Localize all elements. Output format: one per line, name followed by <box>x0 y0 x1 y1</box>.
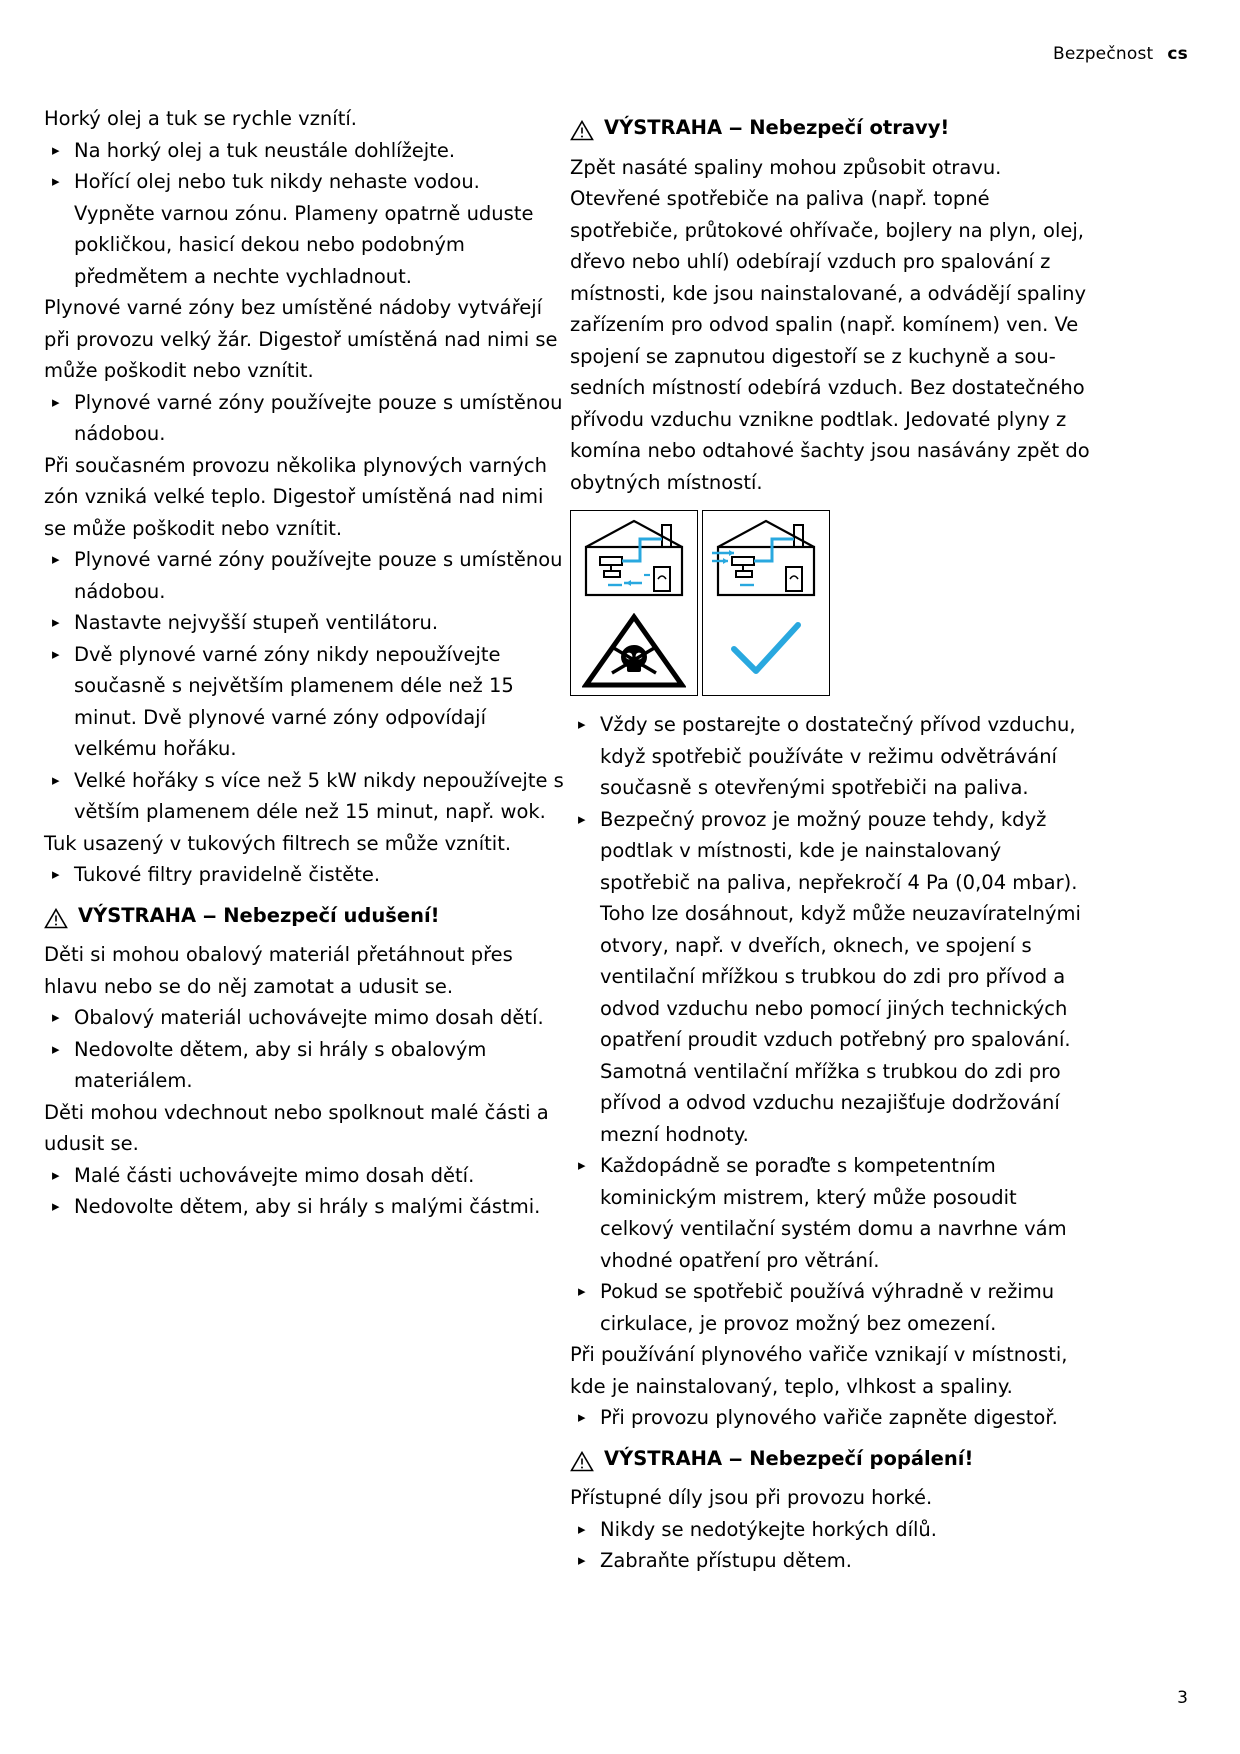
list-item <box>44 387 564 450</box>
bullet-icon: ▸ <box>52 550 60 568</box>
bullet-list <box>44 1191 564 1223</box>
list-item-text: Malé části uchovávejte mimo dosah dětí. <box>74 1163 475 1187</box>
warning-heading-text: VÝSTRAHA ‒ Nebezpečí otravy! <box>604 116 950 139</box>
paragraph: Horký olej a tuk se rychle vznítí. <box>44 107 357 130</box>
figure-panel-exhaust-danger <box>570 510 698 696</box>
bullet-icon: ▸ <box>578 715 586 733</box>
paragraph: Zpět nasáté spaliny mohou způsobit otravu. Otevřené spotřebiče na paliva (např. topné spotřebiče, průtokové ohřívače, bojlery na plyn, olej, dřevo nebo uhlí) odebírají vzduch pro spalování z místnosti, kde jsou nainstalované, a odvádějí spaliny zařízením pro odvod spalin (např. komínem) ven. Ve spojení se zapnutou digestoří se z kuchyně a sousedních místností odebírá vzduch. Bez dostatečného přívodu vzduchu vznikne podtlak. Jedovaté plyny z komína nebo odtahové šachty jsou nasávány zpět do obytných místností. <box>570 155 1090 494</box>
bullet-list <box>570 1545 1090 1577</box>
bullet-icon: ▸ <box>52 140 60 159</box>
figure-panel-left-scene <box>571 511 697 607</box>
list-item <box>44 639 564 765</box>
list-item <box>44 765 564 828</box>
list-item-text: Nikdy se nedotýkejte horkých dílů. <box>600 1517 937 1541</box>
bullet-icon: ▸ <box>52 770 60 789</box>
house-cross-section-with-air-inlet-icon <box>710 517 822 601</box>
bullet-icon: ▸ <box>52 392 60 411</box>
bullet-icon: ▸ <box>578 1551 586 1569</box>
page-number: 3 <box>1177 1688 1188 1708</box>
bullet-icon: ▸ <box>52 865 60 883</box>
bullet-icon: ▸ <box>578 1156 586 1174</box>
bullet-icon: ▸ <box>52 172 60 190</box>
bullet-list <box>44 1160 564 1192</box>
list-item <box>570 1545 1090 1577</box>
page-header <box>1053 44 1188 64</box>
bullet-icon: ▸ <box>578 809 586 828</box>
bullet-icon: ▸ <box>52 1165 60 1184</box>
list-item-text: Velké hořáky s více než 5 kW nikdy nepoužívejte s větším plamenem déle než 15 minut, např. wok. <box>74 768 564 823</box>
list-item <box>570 804 1090 1151</box>
bullet-list <box>44 639 564 765</box>
warning-triangle-icon <box>44 907 68 939</box>
right-text-column <box>570 103 1090 1577</box>
warning-heading <box>570 114 1090 151</box>
bullet-list <box>44 859 564 891</box>
list-item <box>570 709 1090 804</box>
poison-danger-illustration <box>570 510 1090 696</box>
bullet-list <box>44 765 564 828</box>
toxic-skull-warning-icon <box>582 613 686 689</box>
list-item <box>44 859 564 891</box>
figure-panel-right-scene <box>703 511 829 607</box>
list-item <box>44 607 564 639</box>
list-item <box>570 1150 1090 1276</box>
warning-heading-text: VÝSTRAHA ‒ Nebezpečí popálení! <box>604 1446 974 1470</box>
bullet-icon: ▸ <box>52 1197 60 1215</box>
list-item-text: Zabraňte přístupu dětem. <box>600 1549 852 1572</box>
warning-triangle-icon <box>570 120 594 141</box>
bullet-icon: ▸ <box>52 1039 60 1058</box>
figure-panel-left-symbol <box>571 607 697 695</box>
warning-triangle-icon <box>570 1451 594 1472</box>
figure-panel-air-supply-ok <box>702 510 830 696</box>
bullet-icon: ▸ <box>578 1519 586 1538</box>
list-item-text: Každopádně se poraďte s kompetentním kominickým mistrem, který může posoudit celkový ventilační systém domu a navrhne vám vhodné opatření pro větrání. <box>600 1154 1067 1272</box>
list-item <box>44 135 564 167</box>
left-text-column <box>44 103 564 1223</box>
figure-panel-right-symbol <box>703 607 829 695</box>
bullet-list <box>570 1150 1090 1276</box>
bullet-list <box>570 1402 1090 1434</box>
list-item-text: Plynové varné zóny používejte pouze s umístěnou nádobou. <box>74 548 563 603</box>
bullet-list <box>44 166 564 292</box>
list-item-text: Pokud se spotřebič používá výhradně v režimu cirkulace, je provoz možný bez omezení. <box>600 1280 1055 1335</box>
bullet-list <box>570 1514 1090 1546</box>
paragraph: Děti si mohou obalový materiál přetáhnout přes hlavu nebo se do něj zamotat a udusit se. <box>44 943 513 998</box>
list-item-text: Bezpečný provoz je možný pouze tehdy, když podtlak v místnosti, kde je nainstalovaný spotřebič na paliva, nepřekročí 4 Pa (0,04 mbar). Toho lze dosáhnout, když může neuzavíratelnými otvory, např. v dveřích, oknech, ve spojení s ventilační mřížkou s trubkou do zdi pro přívod a odvod vzduchu nebo pomocí jiných technických opatření proudit vzduch potřebný pro spalování. Samotná ventilační mřížka s trubkou do zdi pro přívod a odvod vzduchu nezajišťuje dodržování mezní hodnoty. <box>600 807 1081 1146</box>
bullet-icon: ▸ <box>52 644 60 663</box>
warning-triangle-icon <box>570 119 594 151</box>
bullet-icon: ▸ <box>578 1282 586 1300</box>
right-column-bottom-block <box>570 709 1090 1577</box>
warning-heading <box>570 1445 1090 1482</box>
list-item-text: Hořící olej nebo tuk nikdy nehaste vodou. Vypněte varnou zónu. Plameny opatrně uduste pokličkou, hasicí dekou nebo podobným předmětem a nechte vychladnout. <box>74 170 534 288</box>
warning-heading <box>44 902 564 939</box>
list-item <box>44 1034 564 1097</box>
list-item-text: Tukové filtry pravidelně čistěte. <box>74 863 381 886</box>
list-item <box>570 1514 1090 1546</box>
paragraph: Tuk usazený v tukových filtrech se může vznítit. <box>44 831 512 855</box>
list-item-text: Dvě plynové varné zóny nikdy nepoužívejte současně s největším plamenem déle než 15 minut. Dvě plynové varné zóny odpovídají velkému hořáku. <box>74 642 514 760</box>
list-item <box>44 1191 564 1223</box>
list-item-text: Vždy se postarejte o dostatečný přívod vzduchu, když spotřebič používáte v režimu odvětrávání současně s otevřenými spotřebiči na paliva. <box>600 713 1076 799</box>
list-item-text: Obalový materiál uchovávejte mimo dosah dětí. <box>74 1006 544 1029</box>
list-item <box>570 1276 1090 1339</box>
paragraph: Plynové varné zóny bez umístěné nádoby vytvářejí při provozu velký žár. Digestoř umístěná nad nimi se může poškodit nebo vznítit. <box>44 296 558 382</box>
bullet-list <box>570 709 1090 804</box>
header-section-title: Bezpečnost <box>1053 44 1154 64</box>
bullet-icon: ▸ <box>52 613 60 631</box>
check-mark-icon <box>728 619 804 681</box>
list-item <box>44 1002 564 1034</box>
bullet-icon: ▸ <box>578 1408 586 1426</box>
bullet-icon: ▸ <box>52 1008 60 1026</box>
bullet-list <box>44 544 564 607</box>
warning-heading-text: VÝSTRAHA ‒ Nebezpečí udušení! <box>78 903 440 927</box>
bullet-list <box>44 1002 564 1034</box>
header-language-code: cs <box>1167 44 1188 64</box>
paragraph: Přístupné díly jsou při provozu horké. <box>570 1486 933 1509</box>
bullet-list <box>570 1276 1090 1339</box>
list-item <box>44 544 564 607</box>
paragraph: Děti mohou vdechnout nebo spolknout malé části a udusit se. <box>44 1100 549 1155</box>
list-item <box>44 1160 564 1192</box>
right-column-top-block <box>570 114 1090 498</box>
list-item-text: Nedovolte dětem, aby si hrály s malými částmi. <box>74 1195 541 1218</box>
house-cross-section-icon <box>578 517 690 601</box>
bullet-list <box>44 135 564 167</box>
list-item-text: Na horký olej a tuk neustále dohlížejte. <box>74 138 456 162</box>
list-item <box>570 1402 1090 1434</box>
list-item-text: Plynové varné zóny používejte pouze s umístěnou nádobou. <box>74 390 563 445</box>
list-item-text: Při provozu plynového vařiče zapněte digestoř. <box>600 1406 1058 1429</box>
bullet-list <box>44 607 564 639</box>
paragraph: Při současném provozu několika plynových varných zón vzniká velké teplo. Digestoř umístěná nad nimi se může poškodit nebo vznítit. <box>44 453 547 540</box>
bullet-list <box>570 804 1090 1151</box>
list-item <box>44 166 564 292</box>
warning-triangle-icon <box>44 908 68 929</box>
bullet-list <box>44 1034 564 1097</box>
paragraph: Při používání plynového vařiče vznikají v místnosti, kde je nainstalovaný, teplo, vlhkost a spaliny. <box>570 1343 1068 1398</box>
list-item-text: Nastavte nejvyšší stupeň ventilátoru. <box>74 611 439 634</box>
bullet-list <box>44 387 564 450</box>
list-item-text: Nedovolte dětem, aby si hrály s obalovým materiálem. <box>74 1037 487 1092</box>
warning-triangle-icon <box>570 1450 594 1482</box>
